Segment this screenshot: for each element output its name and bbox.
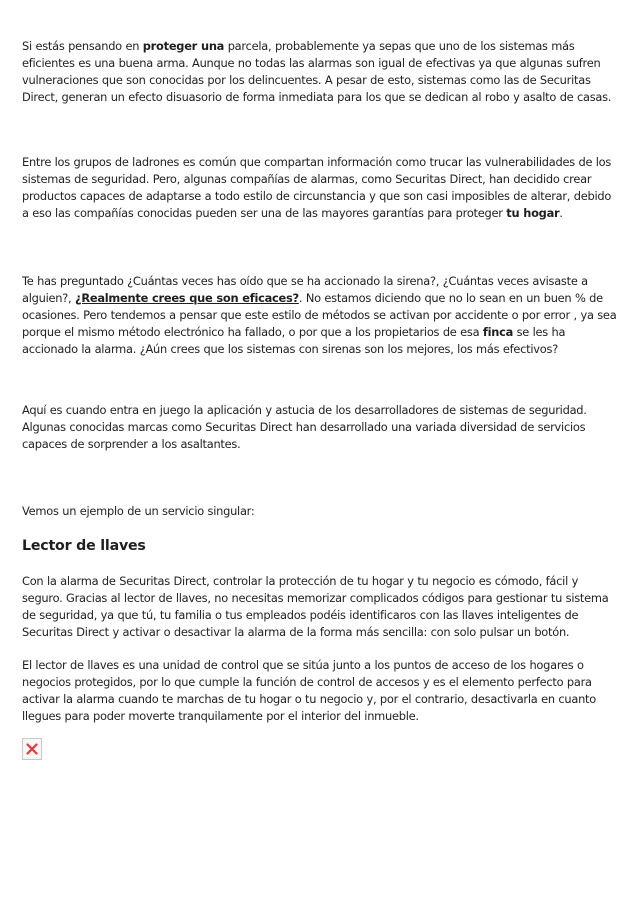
paragraph-desarrolladores: Aquí es cuando entra en juego la aplicación y astucia de los desarrolladores de sistemas de seguridad. Algunas conocidas marcas como Securitas Direct han desarrollado una variada diversidad de servicios capaces de sorprender a los asaltantes. [22, 403, 587, 451]
paragraph-intro [22, 38, 618, 106]
text-run: . No estamos diciendo que no lo sean en un buen % de ocasiones. Pero tendemos a pensar que este estilo de métodos se activan por accidente o por error , ya sea porque el mismo método electrónico ha fallado, o por que a los propietarios de esa [22, 291, 617, 339]
paragraph-lector-1: Con la alarma de Securitas Direct, controlar la protección de tu hogar y tu negocio es cómodo, fácil y seguro. Gracias al lector de llaves, no necesitas memorizar complicados códigos para gestionar tu sistema de seguridad, ya que tú, tu familia o tus empleados podéis identificaros con las llaves inteligentes de Securitas Direct y activar o desactivar la alarma de la forma más sencilla: con solo pulsar un botón. [22, 574, 609, 639]
text-run: Si estás pensando en [22, 39, 143, 53]
section-heading: Lector de llaves [22, 538, 146, 554]
paragraph-ejemplo: Vemos un ejemplo de un servicio singular: [22, 504, 255, 518]
paragraph-ladrones [22, 154, 618, 222]
paragraph-sirena [22, 273, 618, 358]
bold-text[interactable]: proteger una [142, 39, 225, 53]
broken-image-icon [26, 743, 38, 755]
text-run: se les ha accionado la alarma. ¿Aún crees que los sistemas con sirenas son los mejores, los más efectivos? [22, 325, 566, 356]
text-run: . [559, 206, 563, 220]
broken-image [22, 738, 42, 760]
text-run: parcela, probablemente ya sepas que uno de los sistemas más eficientes es una buena arma. Aunque no todas las alarmas son igual de efectivas ya que algunas sufren vulneraciones que son conocidas por los delincuentes. A pesar de esto, sistemas como las de Securitas Direct, generan un efecto disuasorio de forma inmediata para los que se dedican al robo y asalto de casas. [22, 39, 612, 104]
text-run: Te has preguntado ¿Cuántas veces has oído que se ha accionado la sirena?, ¿Cuántas veces avisaste a alguien?, [22, 274, 588, 305]
paragraph-lector-2: El lector de llaves es una unidad de control que se sitúa junto a los puntos de acceso de los hogares o negocios protegidos, por lo que cumple la función de control de accesos y es el elemento perfecto para activar la alarma cuando te marchas de tu hogar o tu negocio y, por el contrario, desactivarla en cuanto llegues para poder moverte tranquilamente por el interior del inmueble. [22, 658, 596, 723]
bold-text[interactable]: tu hogar [506, 206, 560, 220]
link-tu-hogar[interactable] [506, 206, 559, 220]
text-run: Entre los grupos de ladrones es común que compartan información como trucar las vulnerabilidades de los sistemas de seguridad. Pero, algunas compañías de alarmas, como Securitas Direct, han decidido crear productos capaces de adaptarse a todo estilo de circunstancia y que son casi imposibles de alterar, debido a eso las compañías conocidas pueden ser una de las mayores garantías para proteger [22, 155, 612, 220]
bold-question [75, 291, 299, 305]
link-finca[interactable] [483, 325, 513, 339]
link-proteger-una[interactable] [143, 39, 224, 53]
underlined-text: ¿Realmente crees que son eficaces? [74, 291, 299, 305]
bold-text[interactable]: finca [482, 325, 514, 339]
